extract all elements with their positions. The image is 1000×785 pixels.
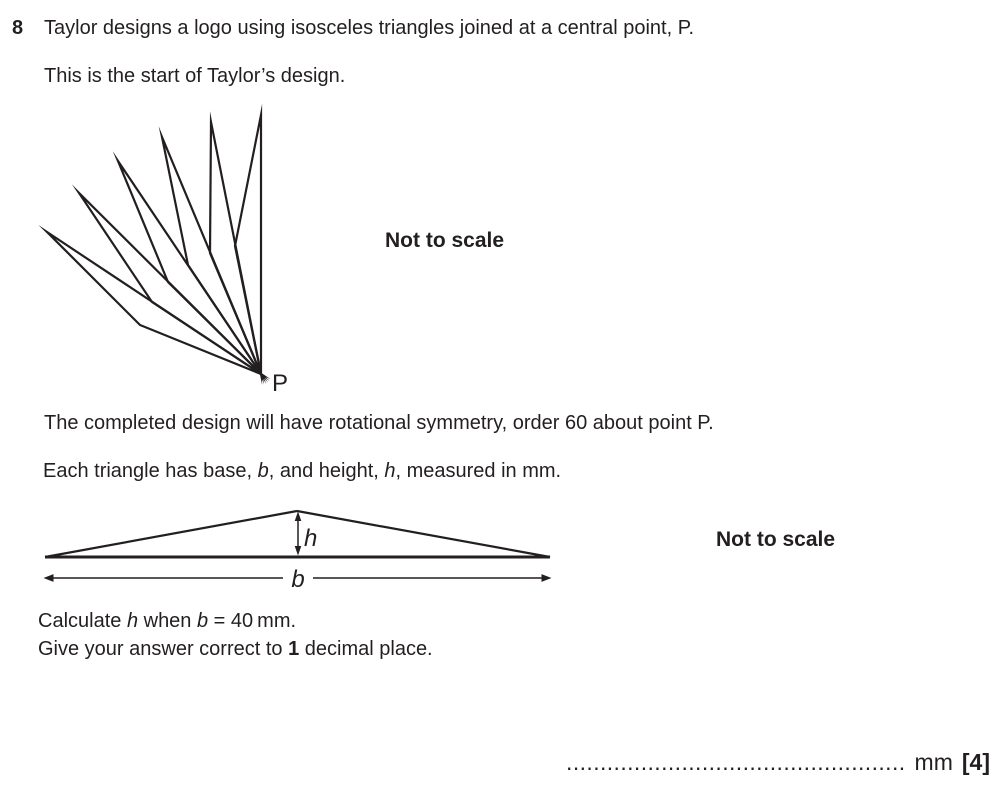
calculate-mid: when (138, 610, 197, 632)
calculate-post: = 40 mm. (208, 610, 297, 632)
accuracy-instruction-text (38, 637, 433, 661)
question-number: 8 (12, 17, 24, 39)
not-to-scale-note-1: Not to scale (385, 229, 505, 252)
triangle-left-leg (45, 511, 297, 557)
not-to-scale-note-2: Not to scale (716, 528, 836, 551)
triangle-description-text (43, 459, 561, 483)
symmetry-text: The completed design will have rotational symmetry, order 60 about point P. (44, 412, 714, 434)
accuracy-decimal-places: 1 (288, 638, 300, 660)
marks-badge: [4] (961, 749, 990, 775)
design-start-text: This is the start of Taylor’s design. (44, 65, 346, 87)
triangle-desc-pre: Each triangle has base, (43, 460, 258, 482)
height-arrowhead-up-icon (295, 512, 302, 522)
height-variable: h (384, 460, 396, 482)
answer-line (566, 749, 990, 776)
triangle-right-leg (297, 511, 550, 557)
fan-triangle-1 (235, 115, 261, 374)
calculate-height-variable: h (126, 610, 139, 632)
central-point-label: P (272, 370, 289, 397)
calculate-pre: Calculate (38, 610, 127, 632)
height-dimension-label: h (304, 525, 318, 552)
triangle-desc-post: , measured in mm. (395, 460, 562, 482)
base-dimension-label: b (291, 566, 305, 593)
answer-unit-label: mm (914, 749, 953, 775)
question-intro-text: Taylor designs a logo using isosceles triangles joined at a central point, P. (44, 17, 695, 39)
answer-dotted-field: .................................................. (566, 749, 906, 775)
logo-fan-figure (20, 95, 340, 400)
triangle-desc-mid: , and height, (268, 460, 385, 482)
base-arrowhead-right-icon (542, 574, 552, 582)
calculate-base-variable: b (197, 610, 209, 632)
calculate-instruction-text (38, 609, 296, 633)
accuracy-post: decimal place. (299, 638, 433, 660)
height-arrowhead-down-icon (295, 546, 302, 556)
accuracy-pre: Give your answer correct to (38, 638, 289, 660)
dimension-triangle-figure (30, 500, 570, 592)
base-variable: b (257, 460, 269, 482)
base-arrowhead-left-icon (44, 574, 54, 582)
